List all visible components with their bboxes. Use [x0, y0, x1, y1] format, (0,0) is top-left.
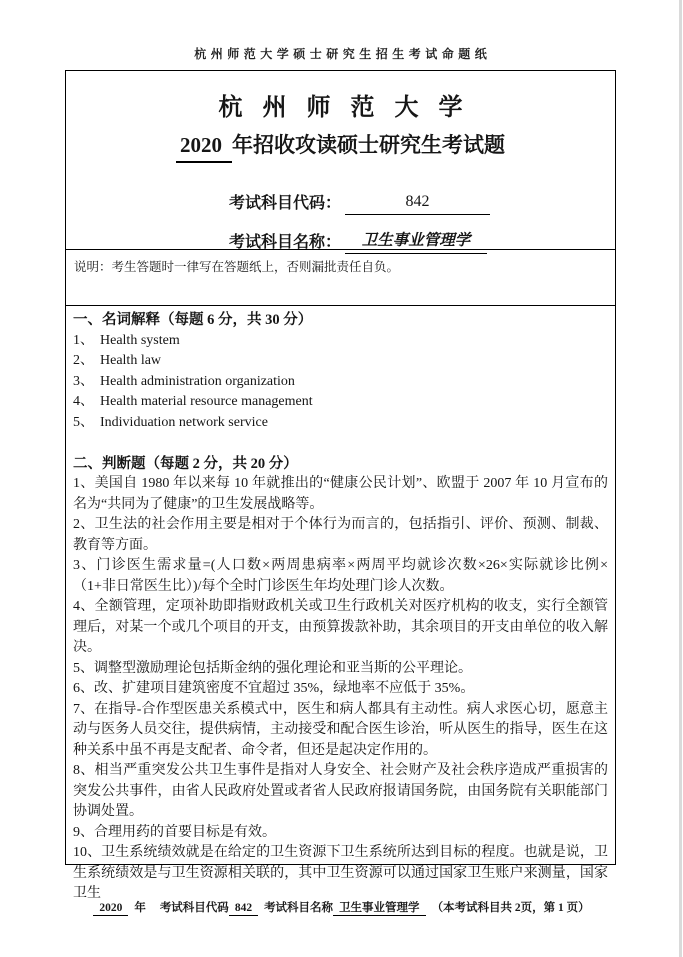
- item-number: 9、: [73, 824, 94, 840]
- footer-code: 842: [229, 902, 258, 916]
- item-number: 4、: [73, 599, 95, 614]
- item-number: 6、: [73, 681, 94, 696]
- page-header: 杭州师范大学硕士研究生招生考试命题纸: [194, 47, 492, 61]
- subject-code-line: [229, 191, 615, 215]
- footer-year-suffix: 年: [134, 902, 146, 914]
- term-text: Health law: [100, 353, 162, 368]
- term-item: [73, 413, 608, 434]
- judgement-item: [73, 700, 608, 762]
- item-text: 改、扩建项目建筑密度不宜超过 35%，绿地率不应低于 35%。: [94, 681, 475, 696]
- document-body: [65, 70, 616, 901]
- term-text: Health system: [100, 332, 180, 348]
- judgement-item: [73, 474, 608, 515]
- item-text: 门诊医生需求量=(人口数×两周患病率×两周平均就诊次数×26×实际就诊比例×（1+非日常医生比）)/每个全时门诊医生年均处理门诊人次数。: [73, 558, 608, 594]
- questions-box: [65, 305, 616, 901]
- judgement-item: [73, 515, 608, 556]
- item-number: 5、: [73, 660, 94, 676]
- page-footer: [0, 899, 683, 915]
- item-text: 在指导-合作型医患关系模式中，医生和病人都具有主动性。病人求医心切，愿意主动与医务人员交往，提供病情，主动接受和配合医生诊治，听从医生的指导，医生在这种关系中虽不再是支配者、命令者，但还是起决定作用的。: [73, 701, 608, 758]
- exam-title: [66, 130, 615, 163]
- term-item: [73, 372, 608, 393]
- item-text: 调整型激励理论包括斯金纳的强化理论和亚当斯的公平理论。: [94, 660, 472, 676]
- term-text: Individuation network service: [100, 414, 268, 430]
- exam-title-text: 年招收攻读硕士研究生考试题: [232, 133, 505, 157]
- scan-edge-shadow: [679, 0, 682, 957]
- notice-text: 说明：考生答题时一律写在答题纸上，否则漏批责任自负。: [74, 259, 400, 274]
- item-text: 卫生法的社会作用主要是相对于个体行为而言的，包括指引、评价、预测、制裁、教育等方面。: [73, 517, 609, 553]
- item-number: 8、: [73, 763, 95, 778]
- term-text: Health administration organization: [100, 373, 295, 389]
- term-number: 4、: [73, 394, 94, 409]
- footer-code-label: 考试科目代码: [159, 902, 229, 914]
- footer-name-label: 考试科目名称: [264, 902, 334, 914]
- item-text: 卫生系统绩效就是在给定的卫生资源下卫生系统所达到目标的程度。也就是说，卫生系统绩效是与卫生资源相关联的，其中卫生资源可以通过国家卫生账户来测量，国家卫生: [73, 845, 609, 901]
- item-text: 美国自 1980 年以来每 10 年就推出的“健康公民计划”、欧盟于 2007 年 10 月宣布的名为“共同为了健康”的卫生发展战略等。: [73, 476, 608, 512]
- term-number: 1、: [73, 332, 94, 348]
- judgement-item: [73, 843, 608, 905]
- section-1-heading: 一、名词解释（每题 6 分，共 30 分）: [73, 312, 313, 328]
- item-number: 10、: [73, 845, 102, 860]
- exam-year: 2020: [176, 130, 232, 163]
- university-name: 杭州师范大学: [218, 95, 483, 121]
- subject-name-label: 考试科目名称：: [229, 234, 342, 251]
- item-text: 相当严重突发公共卫生事件是指对人身安全、社会财产及社会秩序造成严重损害的突发公共事件，由省人民政府处置或者省人民政府报请国务院，由国务院有关职能部门协调处置。: [73, 763, 609, 819]
- term-item: [73, 331, 608, 352]
- term-text: Health material resource management: [100, 394, 313, 409]
- judgement-item: [73, 823, 608, 844]
- term-item: [73, 392, 608, 413]
- judgement-item: [73, 679, 608, 700]
- term-number: 5、: [73, 414, 94, 430]
- subject-code-value: 842: [345, 191, 490, 215]
- footer-year: 2020: [93, 902, 128, 916]
- subject-name-value: 卫生事业管理学: [345, 230, 487, 254]
- item-number: 3、: [73, 558, 97, 573]
- item-number: 7、: [73, 701, 95, 717]
- title-box: [65, 70, 616, 250]
- footer-page-info: （本考试科目共 2页，第 1 页）: [431, 902, 590, 914]
- footer-name: 卫生事业管理学: [333, 902, 426, 916]
- section-2-heading: 二、判断题（每题 2 分，共 20 分）: [73, 455, 298, 472]
- judgement-item: [73, 597, 608, 659]
- term-item: [73, 351, 608, 372]
- judgement-item: [73, 659, 608, 680]
- item-text: 全额管理，定项补助即指财政机关或卫生行政机关对医疗机构的收支，实行全额管理后，对某一个或几个项目的开支，由预算拨款补助，其余项目的开支由单位的收入解决。: [73, 599, 609, 655]
- item-number: 1、: [73, 476, 95, 491]
- item-number: 2、: [73, 517, 95, 532]
- subject-code-label: 考试科目代码：: [229, 195, 342, 212]
- item-text: 合理用药的首要目标是有效。: [94, 824, 276, 840]
- term-number: 2、: [73, 353, 94, 368]
- notice-box: [65, 249, 616, 307]
- judgement-item: [73, 556, 608, 597]
- term-number: 3、: [73, 373, 94, 389]
- judgement-item: [73, 761, 608, 823]
